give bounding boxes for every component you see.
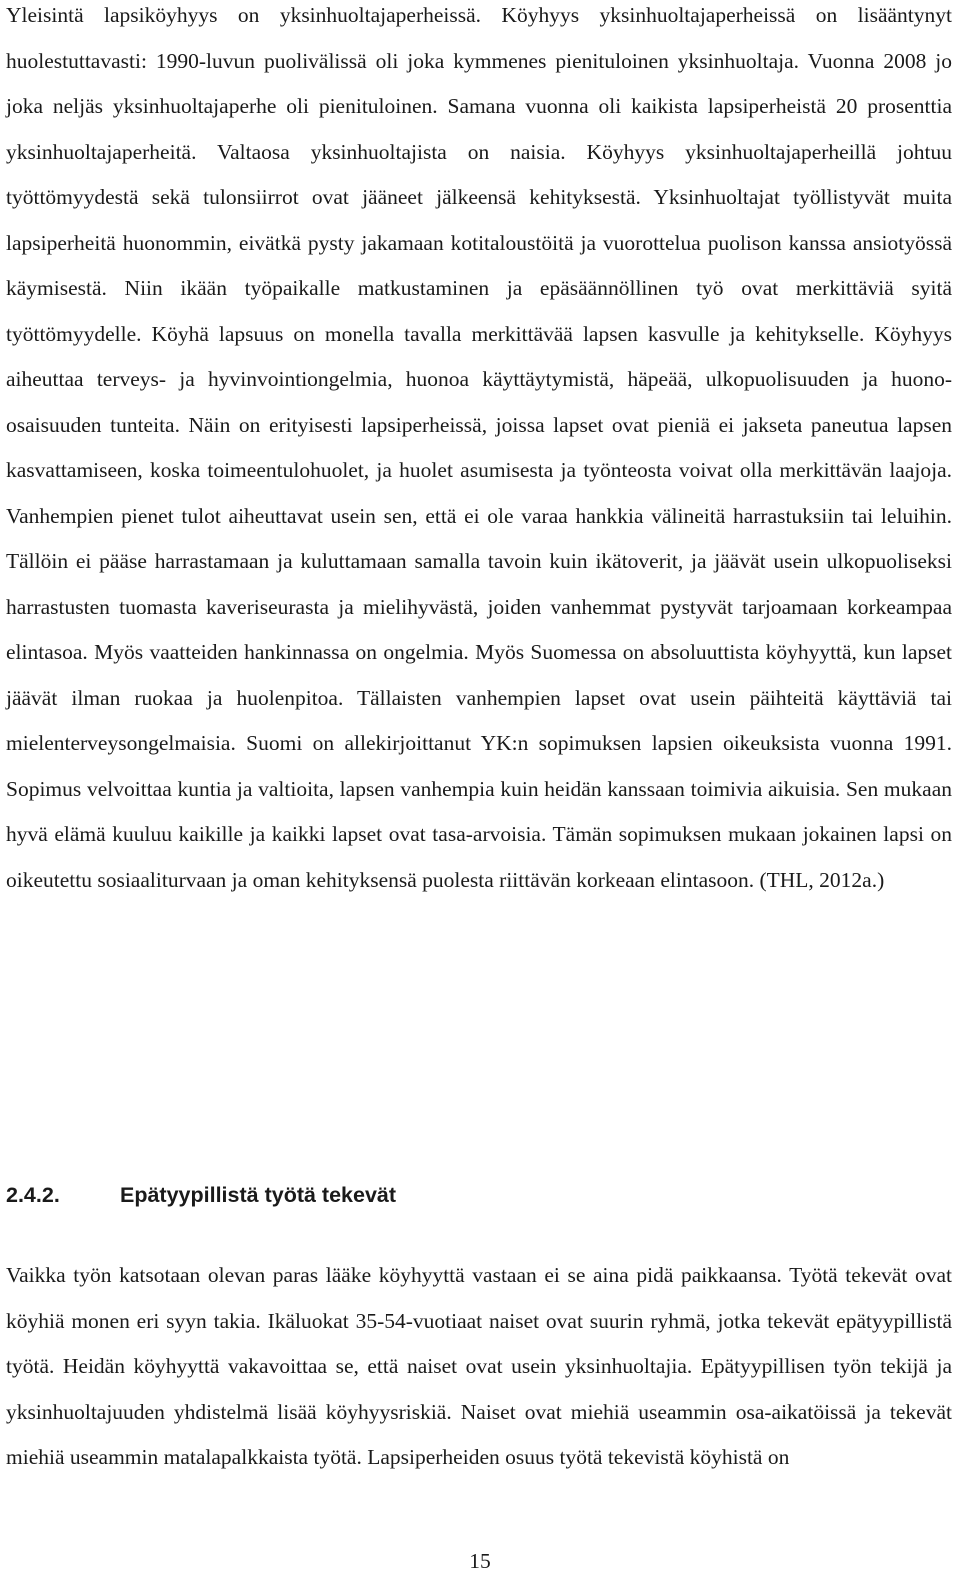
page-number: 15 (469, 1549, 491, 1573)
body-paragraph: Vaikka työn katsotaan olevan paras lääke köyhyyttä vastaan ei se aina pidä paikkaansa. Työtä tekevät ovat köyhiä monen eri syyn takia. Ikäluokat 35-54-vuotiaat naiset ovat suurin ryhmä, jotka tekevät epätyypillistä työtä. Heidän köyhyyttä vakavoittaa se, että naiset ovat usein yksinhuoltajia. Epätyypillisen työn tekijä ja yksinhuoltajuuden yhdistelmä lisää köyhyysriskiä. Naiset ovat miehiä useammin osa-aikatöissä ja tekevät miehiä useammin matalapalkkaista työtä. Lapsiperheiden osuus työtä tekevistä köyhistä on (6, 1263, 952, 1469)
section-number: 2.4.2. (6, 1183, 60, 1207)
section-title: Epätyypillistä työtä tekevät (120, 1183, 397, 1207)
body-paragraph: Yleisintä lapsiköyhyys on yksinhuoltajaperheissä. Köyhyys yksinhuoltajaperheissä on lisääntynyt huolestuttavasti: 1990-luvun puolivälissä oli joka kymmenes pienituloinen yksinhuoltaja. Vuonna 2008 jo joka neljäs yksinhuoltajaperhe oli pienituloinen. Samana vuonna oli kaikista lapsiperheistä 20 prosenttia yksinhuoltajaperheitä. Valtaosa yksinhuoltajista on naisia. Köyhyys yksinhuoltajaperheillä johtuu työttömyydestä sekä tulonsiirrot ovat jääneet jälkeensä kehityksestä. Yksinhuoltajat työllistyvät muita lapsiperheitä huonommin, eivätkä pysty jakamaan kotitaloustöitä ja vuorottelua puolison kanssa ansiotyössä käymisestä. Niin ikään työpaikalle matkustaminen ja epäsäännöllinen työ ovat merkittäviä syitä työttömyydelle. Köyhä lapsuus on monella tavalla merkittävää lapsen kasvulle ja kehitykselle. Köyhyys aiheuttaa terveys- ja hyvinvointiongelmia, huonoa käyttäytymistä, häpeää, ulkopuolisuuden ja huono-osaisuuden tunteita. Näin on erityisesti lapsiperheissä, joissa lapset ovat pieniä ei jakseta paneutua lapsen kasvattamiseen, koska toimeentulohuolet, ja huolet asumisesta ja työnteosta voivat olla merkittävän laajoja. Vanhempien pienet tulot aiheuttavat usein sen, että ei ole varaa hankkia välineitä harrastuksiin tai leluihin. Tällöin ei pääse harrastamaan ja kuluttamaan samalla tavoin kuin ikätoverit, ja jäävät usein ulkopuoliseksi harrastusten tuomasta kaveriseurasta ja mielihyvästä, joiden vanhemmat pystyvät tarjoamaan korkeampaa elintasoa. Myös vaatteiden hankinnassa on ongelmia. Myös Suomessa on absoluuttista köyhyyttä, kun lapset jäävät ilman ruokaa ja huolenpitoa. Tällaisten vanhempien lapset ovat usein päihteitä käyttäviä tai mielenterveysongelmaisia. Suomi on allekirjoittanut YK:n sopimuksen lapsien oikeuksista vuonna 1991. Sopimus velvoittaa kuntia ja valtioita, lapsen vanhempia kuin heidän kanssaan toimivia aikuisia. Sen mukaan hyvä elämä kuuluu kaikille ja kaikki lapset ovat tasa-arvoisia. Tämän sopimuksen mukaan jokainen lapsi on oikeutettu sosiaaliturvaan ja oman kehityksensä puolesta riittävän korkeaan elintasoon. (THL, 2012a.) (6, 3, 952, 892)
section-heading (6, 1180, 396, 1210)
